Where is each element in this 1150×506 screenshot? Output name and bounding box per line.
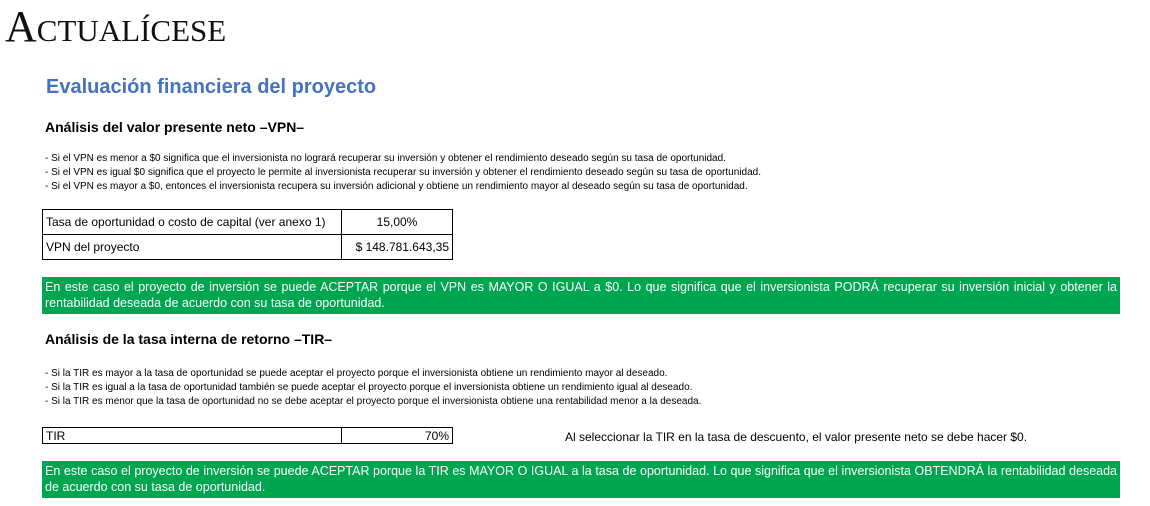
table-row <box>43 235 453 260</box>
tir-heading: Análisis de la tasa interna de retorno –TIR– <box>45 331 333 347</box>
vpn-bullet: - Si el VPN es mayor a $0, entonces el inversionista recupera su inversión adicional y obtiene un rendimiento mayor al deseado según su tasa de oportunidad. <box>45 181 748 192</box>
tir-note: Al seleccionar la TIR en la tasa de descuento, el valor presente neto se debe hacer $0. <box>565 430 1028 444</box>
table-row <box>43 210 453 235</box>
vpn-bullet: - Si el VPN es menor a $0 significa que el inversionista no logrará recuperar su inversión y obtener el rendimiento deseado según su tasa de oportunidad. <box>45 153 726 164</box>
table-row <box>43 428 453 444</box>
tir-bullet: - Si la TIR es menor que la tasa de oportunidad no se debe aceptar el proyecto porque el inversionista obtiene una rentabilidad menor a la deseada. <box>45 396 702 407</box>
tir-bullet: - Si la TIR es mayor a la tasa de oportunidad se puede aceptar el proyecto porque el inversionista obtiene un rendimiento mayor al deseado. <box>45 368 668 379</box>
vpn-heading: Análisis del valor presente neto –VPN– <box>45 119 305 135</box>
vpn-conclusion-box: En este caso el proyecto de inversión se puede ACEPTAR porque el VPN es MAYOR O IGUAL a $0. Lo que significa que el inversionista PODRÁ recuperar su inversión inicial y obtener la rentabilidad deseada de acuerdo con su tasa de oportunidad. <box>42 277 1120 314</box>
page-title: Evaluación financiera del proyecto <box>46 76 377 98</box>
brand-logo: Actualícese <box>5 2 227 51</box>
tir-conclusion-box: En este caso el proyecto de inversión se puede ACEPTAR porque la TIR es MAYOR O IGUAL a la tasa de oportunidad. Lo que significa que el inversionista OBTENDRÁ la rentabilidad deseada de acuerdo con su tasa de oportunidad. <box>42 461 1120 498</box>
vpn-table <box>42 209 453 260</box>
tir-table <box>42 427 453 444</box>
vpn-value[interactable]: $ 148.781.643,35 <box>342 235 453 260</box>
discount-rate-label: Tasa de oportunidad o costo de capital (ver anexo 1) <box>43 210 342 235</box>
tir-value[interactable]: 70% <box>342 428 453 444</box>
vpn-bullet-list <box>45 152 761 194</box>
tir-label: TIR <box>43 428 342 444</box>
vpn-bullet: - Si el VPN es igual $0 significa que el proyecto le permite al inversionista recuperar su inversión y obtener el rendimiento deseado según su tasa de oportunidad. <box>45 167 761 178</box>
tir-bullet-list <box>45 367 701 409</box>
tir-bullet: - Si la TIR es igual a la tasa de oportunidad también se puede aceptar el proyecto porque el inversionista obtiene un rendimiento igual al deseado. <box>45 382 693 393</box>
discount-rate-value[interactable]: 15,00% <box>342 210 453 235</box>
vpn-label: VPN del proyecto <box>43 235 342 260</box>
